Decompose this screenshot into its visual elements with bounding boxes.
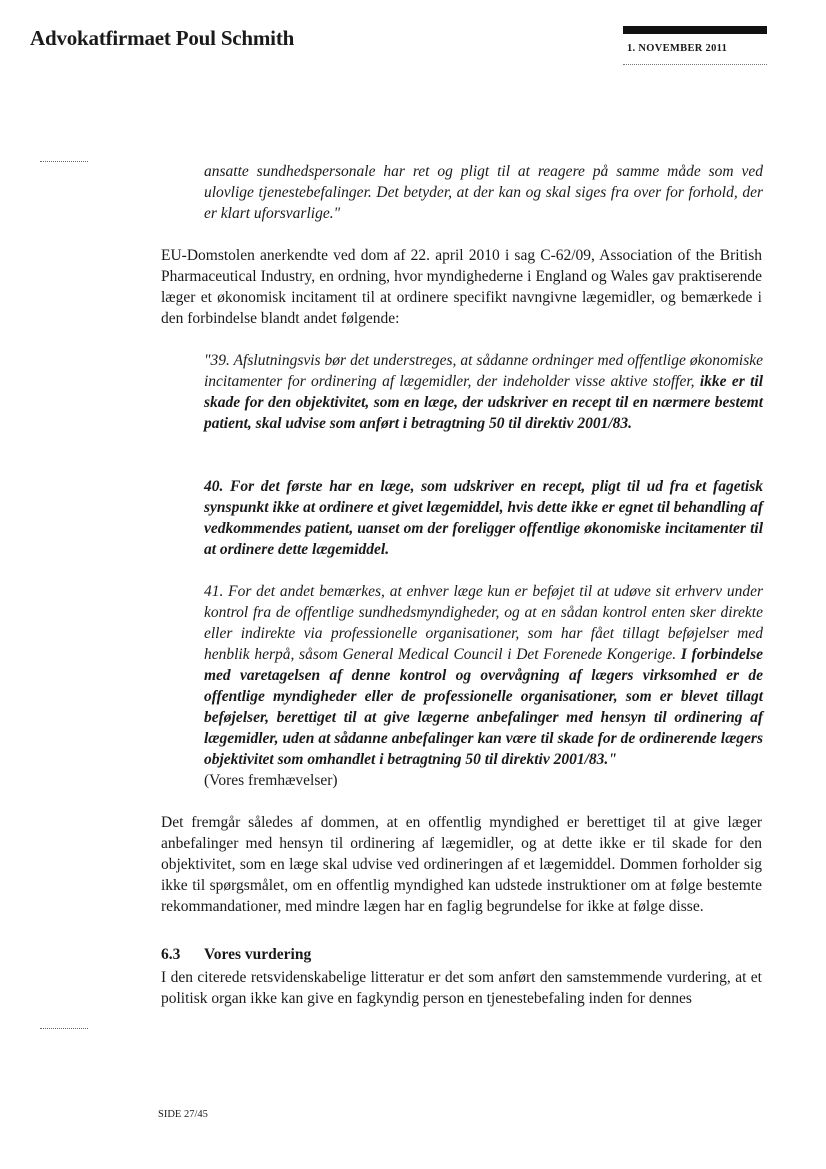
date-rule — [623, 64, 767, 65]
paragraph-conclusion-text: Det fremgår således af dommen, at en offentlig myndighed er berettiget til at give læger anbefalinger med hensyn til ordinering af lægemidler, og at dette ikke er til skade for den objektivitet, som en læge skal udvise ved ordineringen af et lægemiddel. Dommen forholder sig ikke til spørgsmålet, om en offentlig myndighed kan udstede instruktioner om at følge bestemte rekommandationer, med mindre lægen har en faglig begrundelse for ikke at følge disse. — [161, 814, 762, 915]
paragraph-eu-court-text: EU-Domstolen anerkendte ved dom af 22. april 2010 i sag C-62/09, Association of the British Pharmaceutical Industry, en ordning, hvor myndighederne i England og Wales gav praktiserende læger et økonomisk incitament til at ordinere specifikt navngivne lægemidler, og bemærkede i den forbindelse blandt andet følgende: — [161, 247, 762, 327]
header-bar — [623, 26, 767, 34]
margin-mark-top — [40, 161, 88, 162]
quote-point-40 — [204, 476, 763, 560]
section-heading — [161, 946, 311, 964]
section-number: 6.3 — [161, 946, 181, 963]
section-title: Vores vurdering — [204, 946, 312, 963]
paragraph-assessment — [161, 967, 762, 1009]
quote-continuation — [204, 161, 763, 224]
quote-continuation-text: ansatte sundhedspersonale har ret og pligt til at reagere på samme måde som ved ulovlige tjenestebefalinger. Det betyder, at der kan og skal siges fra over for forhold, der er klart uforsvarlige." — [204, 163, 763, 222]
quote-41-emphasis: I forbindelse med varetagelsen af denne kontrol og overvågning af lægers virksomhed er de offentlige myndigheder eller de professionelle organisationer, som er blevet tillagt beføjelser, berettiget til at give lægerne anbefalinger med hensyn til ordinering af lægemidler, uden at sådanne anbefalinger kan være til skade for de ordinerende lægers objektivitet som omhandlet i betragtning 50 til direktiv 2001/83." — [204, 646, 764, 768]
quote-40-emphasis: 40. For det første har en læge, som udskriver en recept, pligt til ud fra et fagetisk synspunkt ikke at ordinere et givet lægemiddel, hvis dette ikke er egnet til behandling af vedkommendes patient, uanset om der foreligger offentlige økonomiske incitamenter til at ordinere dette lægemiddel. — [204, 478, 763, 558]
margin-mark-bottom — [40, 1028, 88, 1029]
quote-41-text: 41. For det andet bemærkes, at enhver læge kun er beføjet til at udøve sit erhverv under kontrol fra de offentlige sundhedsmyndigheder, og at en sådan kontrol enten sker direkte eller indirekte via professionelle organisationer, som har fået tillagt beføjelser med henblik herpå, såsom General Medical Council i Det Forenede Kongerige. — [204, 583, 763, 663]
quote-39-emphasis: ikke er til skade for den objektivitet, som en læge, der udskriver en recept til en nærmere bestemt patient, skal udvise som anført i betragtning 50 til direktiv 2001/83. — [204, 373, 763, 432]
paragraph-eu-court — [161, 245, 762, 329]
paragraph-assessment-text: I den citerede retsvidenskabelige litteratur er det som anført den samstemmende vurdering, at et politisk organ ikke kan give en fagkyndig person en tjenestebefaling inden for dennes — [161, 969, 762, 1007]
quote-39-text: "39. Afslutningsvis bør det understreges, at sådanne ordninger med offentlige økonomiske incitamenter for ordinering af lægemidler, der indeholder visse aktive stoffer, — [204, 352, 763, 390]
quote-point-39 — [204, 350, 763, 434]
page-number: SIDE 27/45 — [158, 1109, 208, 1120]
firm-name: Advokatfirmaet Poul Schmith — [30, 26, 295, 50]
quote-emphasis-note: (Vores fremhævelser) — [204, 772, 338, 789]
quote-point-41 — [204, 581, 763, 791]
paragraph-conclusion — [161, 812, 762, 917]
document-date: 1. NOVEMBER 2011 — [627, 43, 728, 54]
